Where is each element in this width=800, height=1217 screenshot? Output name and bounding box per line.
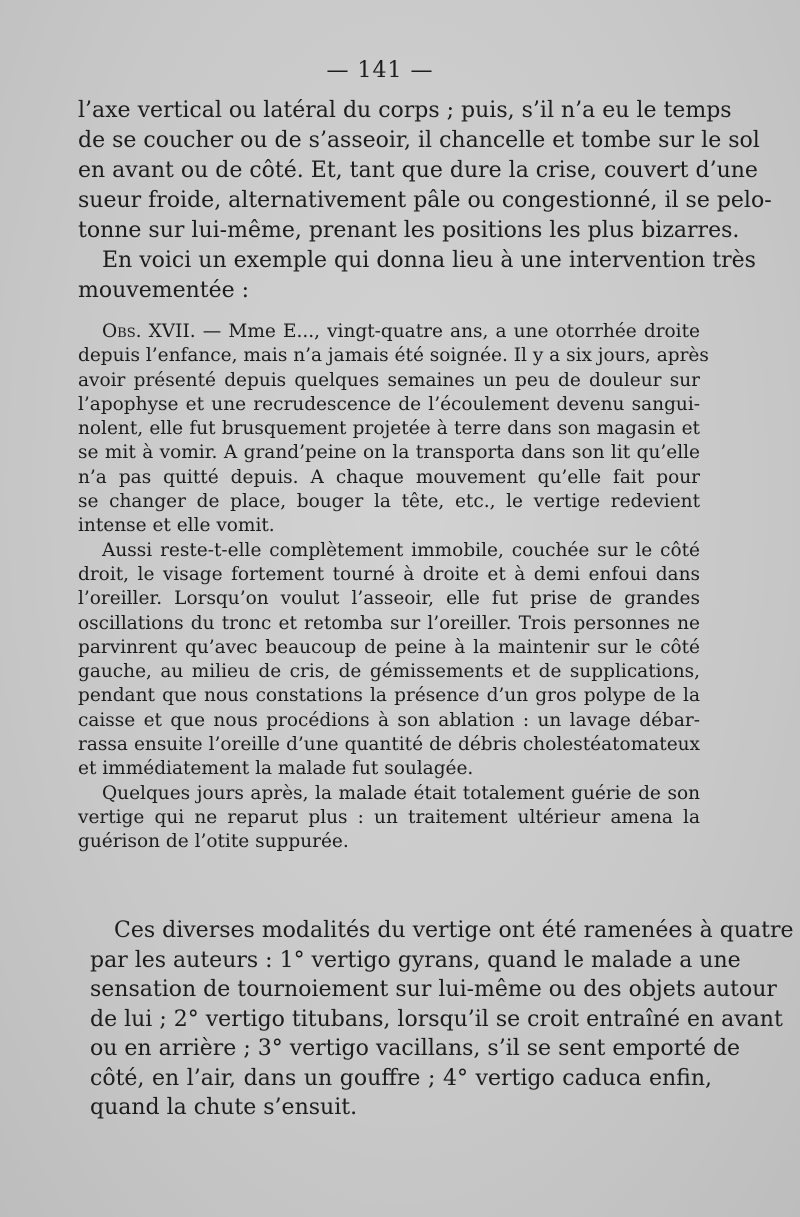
text-line: se changer de place, bouger la tête, etc., le vertige redevient xyxy=(78,491,700,513)
text-line: sensation de tournoiement sur lui-même ou des objets autour xyxy=(90,977,777,1002)
text-line: de lui ; 2° vertigo titubans, lorsqu’il se croit entraîné en avant xyxy=(90,1006,783,1032)
page-number: — 141 — xyxy=(326,58,434,83)
text-line: mouvementée : xyxy=(78,278,250,303)
text-line: l’axe vertical ou latéral du corps ; puis, s’il n’a eu le temps xyxy=(78,98,732,123)
text-line: vertige qui ne reparut plus : un traitement ultérieur amena la xyxy=(78,806,700,828)
text-line: quand la chute s’ensuit. xyxy=(90,1095,358,1120)
text-line: pendant que nous constations la présence d’un gros polype de la xyxy=(78,685,700,707)
text-line: sueur froide, alternativement pâle ou congestionné, il se pelo- xyxy=(78,188,772,213)
text-line: nolent, elle fut brusquement projetée à terre dans son magasin et xyxy=(78,418,700,440)
conclusion-paragraph xyxy=(90,916,794,1123)
text-line: n’a pas quitté depuis. A chaque mouvement qu’elle fait pour xyxy=(78,466,700,488)
text-line: oscillations du tronc et retomba sur l’oreiller. Trois personnes ne xyxy=(78,612,700,634)
observation-block xyxy=(78,320,709,855)
text-line: et immédiatement la malade fut soulagée. xyxy=(78,758,474,780)
text-line: en avant ou de côté. Et, tant que dure la crise, couvert d’une xyxy=(78,158,758,183)
text-line: guérison de l’otite suppurée. xyxy=(78,831,349,853)
text-line: Aussi reste-t-elle complètement immobile, couchée sur le côté xyxy=(102,539,700,561)
text-line: Quelques jours après, la malade était totalement guérie de son xyxy=(102,782,700,804)
text-line: se mit à vomir. A grand’peine on la transporta dans son lit qu’elle xyxy=(78,442,700,464)
text-line: intense et elle vomit. xyxy=(78,515,275,537)
text-line: l’apophyse et une recrudescence de l’écoulement devenu sangui- xyxy=(78,393,700,415)
text-line: XVII. — Mme E..., vingt-quatre ans, a une otorrhée droite xyxy=(148,321,700,342)
text-line: avoir présenté depuis quelques semaines un peu de douleur sur xyxy=(78,369,700,391)
text-line: rassa ensuite l’oreille d’une quantité de débris cholestéatomateux xyxy=(78,734,700,756)
text-line: tonne sur lui-même, prenant les positions les plus bizarres. xyxy=(78,218,740,243)
text-line: de se coucher ou de s’asseoir, il chancelle et tombe sur le sol xyxy=(78,128,760,153)
observation-label: Obs. xyxy=(102,321,142,342)
observation-heading-line xyxy=(78,320,700,344)
text-line: côté, en l’air, dans un gouffre ; 4° vertigo caduca enfin, xyxy=(90,1065,712,1091)
text-line: droit, le visage fortement tourné à droite et à demi enfoui dans xyxy=(78,563,700,585)
text-line: gauche, au milieu de cris, de gémissements et de supplications, xyxy=(78,661,700,683)
text-line: ou en arrière ; 3° vertigo vacillans, s’il se sent emporté de xyxy=(90,1036,741,1061)
text-line: caisse et que nous procédions à son ablation : un lavage débar- xyxy=(78,709,700,731)
text-line: Ces diverses modalités du vertige ont été ramenées à quatre xyxy=(114,918,794,943)
intro-paragraph xyxy=(78,96,772,306)
text-line: En voici un exemple qui donna lieu à une intervention très xyxy=(102,248,756,273)
text-line: parvinrent qu’avec beaucoup de peine à la maintenir sur le côté xyxy=(78,636,700,658)
text-line: l’oreiller. Lorsqu’on voulut l’asseoir, elle fut prise de grandes xyxy=(78,588,700,610)
text-line: par les auteurs : 1° vertigo gyrans, quand le malade a une xyxy=(90,947,741,973)
text-line: depuis l’enfance, mais n’a jamais été soignée. Il y a six jours, après xyxy=(78,345,709,367)
